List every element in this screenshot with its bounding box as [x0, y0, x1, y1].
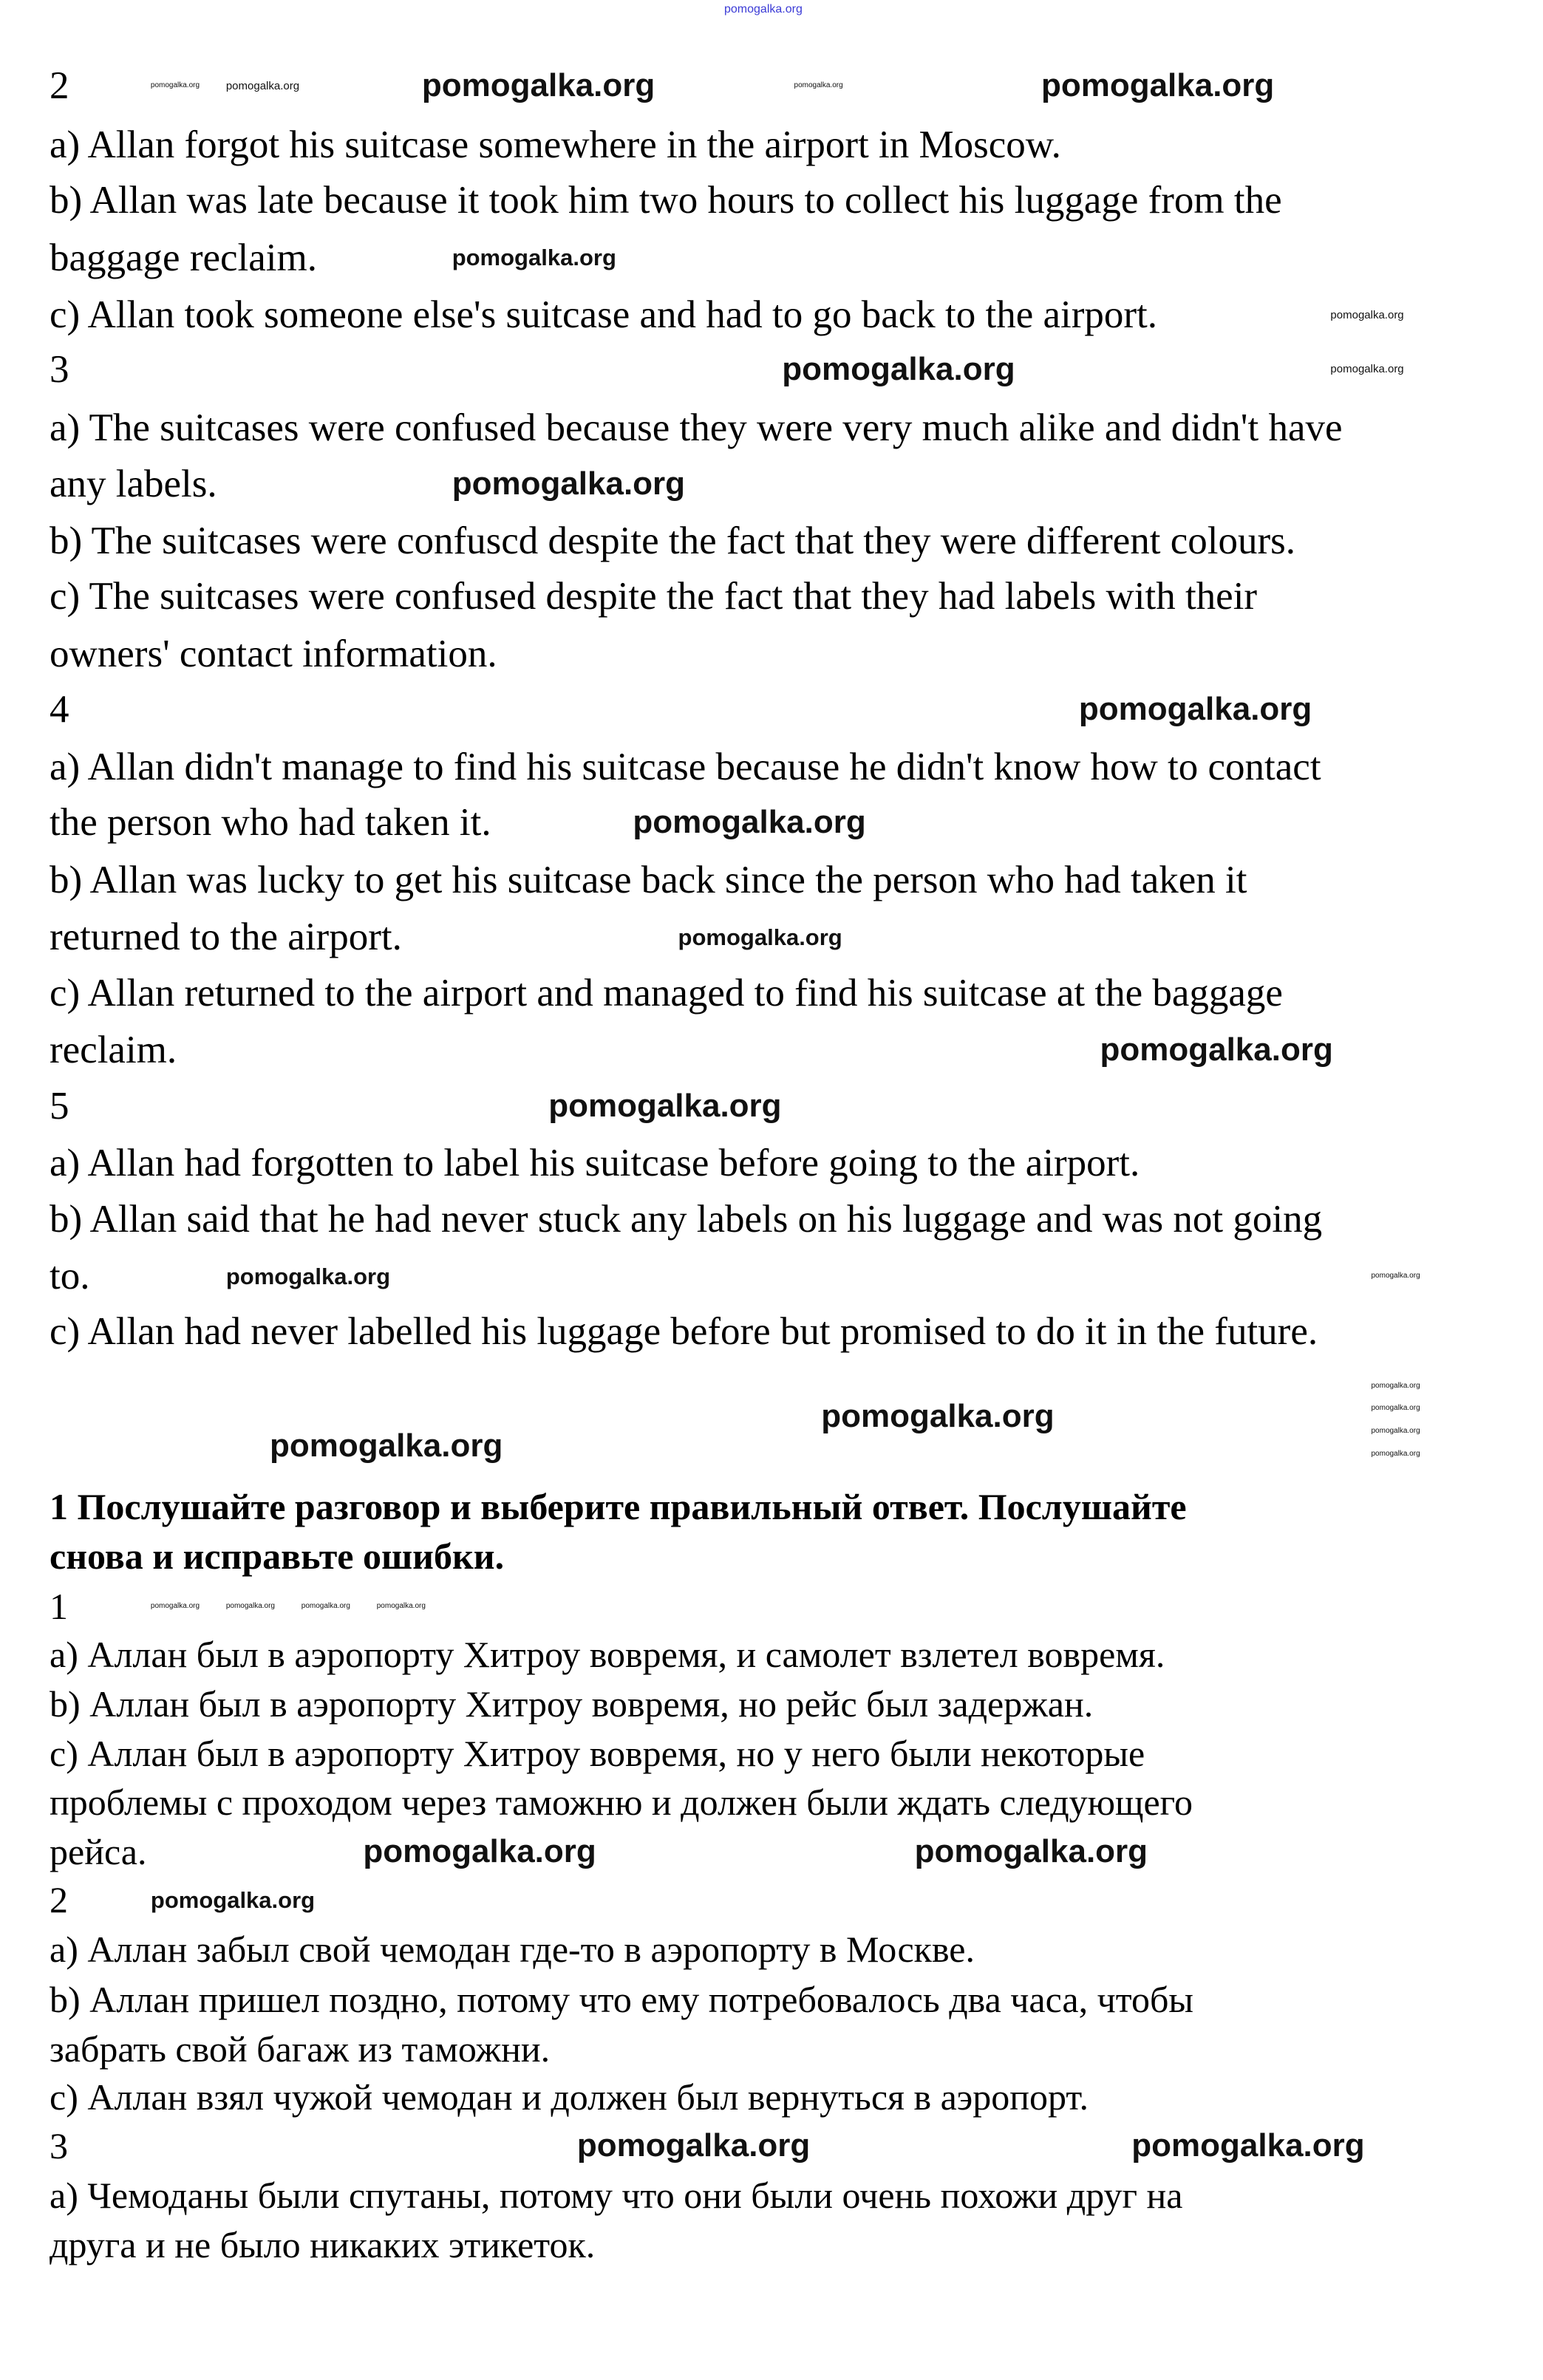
watermark: pomogalka.org: [1371, 1381, 1420, 1390]
question-number: 2: [50, 64, 69, 108]
watermark: pomogalka.org: [548, 1087, 782, 1124]
answer-line: b) Аллан был в аэропорту Хитроу вовремя, но рейс был задержан.: [50, 1683, 1094, 1725]
task-heading: снова и исправьте ошибки.: [50, 1535, 505, 1578]
watermark: pomogalka.org: [150, 1886, 316, 1913]
answer-line: c) Allan took someone else's suitcase and had to go back to the airport.: [50, 293, 1158, 337]
watermark: pomogalka.org: [452, 465, 686, 502]
answer-line: c) Аллан был в аэропорту Хитроу вовремя, но у него были некоторые: [50, 1733, 1145, 1775]
answer-line: a) Аллан забыл свой чемодан где-то в аэропорту в Москве.: [50, 1929, 975, 1971]
watermark: pomogalka.org: [301, 1601, 350, 1610]
answer-line: reclaim.: [50, 1029, 177, 1072]
answer-line: a) The suitcases were confused because they were very much alike and didn't have: [50, 406, 1343, 450]
question-number: 5: [50, 1084, 69, 1128]
answer-line: a) Allan had forgotten to label his suitcase before going to the airport.: [50, 1142, 1140, 1185]
watermark: pomogalka.org: [1330, 363, 1404, 376]
question-number: 3: [50, 2124, 68, 2166]
answer-line: the person who had taken it.: [50, 801, 491, 845]
answer-line: any labels.: [50, 462, 217, 505]
answer-line: проблемы с проходом через таможню и должен были ждать следующего: [50, 1781, 1193, 1823]
answer-line: a) Аллан был в аэропорту Хитроу вовремя, и самолет взлетел вовремя.: [50, 1633, 1165, 1675]
watermark: pomogalka.org: [225, 1601, 275, 1610]
answer-line: c) Allan returned to the airport and managed to find his suitcase at the baggage: [50, 971, 1283, 1015]
watermark: pomogalka.org: [452, 245, 616, 271]
watermark: pomogalka.org: [1371, 1272, 1420, 1281]
watermark: pomogalka.org: [363, 1832, 596, 1869]
answer-line: returned to the airport.: [50, 915, 402, 959]
watermark: pomogalka.org: [1131, 2127, 1365, 2164]
answer-line: c) The suitcases were confused despite the fact that they had labels with their: [50, 575, 1258, 618]
watermark: pomogalka.org: [782, 350, 1015, 387]
answer-line: to.: [50, 1255, 90, 1298]
answer-line: b) The suitcases were confuscd despite the fact that they were different colours.: [50, 519, 1296, 562]
watermark: pomogalka.org: [225, 1263, 391, 1289]
watermark: pomogalka.org: [225, 79, 300, 92]
question-number: 1: [50, 1585, 68, 1627]
question-number: 4: [50, 688, 69, 732]
watermark: pomogalka.org: [1371, 1449, 1420, 1458]
watermark: pomogalka.org: [376, 1601, 426, 1610]
answer-line: baggage reclaim.: [50, 236, 317, 279]
watermark: pomogalka.org: [576, 2127, 811, 2164]
answer-line: a) Allan didn't manage to find his suitcase because he didn't know how to contact: [50, 745, 1321, 788]
answer-line: b) Allan was lucky to get his suitcase back since the person who had taken it: [50, 858, 1247, 901]
answer-line: b) Аллан пришел поздно, потому что ему потребовалось два часа, чтобы: [50, 1978, 1193, 2020]
question-number: 2: [50, 1879, 68, 1921]
answer-line: забрать свой багаж из таможни.: [50, 2028, 551, 2070]
watermark: pomogalka.org: [794, 81, 843, 90]
answer-line: друга и не было никаких этикеток.: [50, 2224, 596, 2266]
watermark: pomogalka.org: [821, 1397, 1055, 1434]
watermark: pomogalka.org: [1371, 1427, 1420, 1436]
watermark: pomogalka.org: [1371, 1404, 1420, 1413]
answer-line: a) Allan forgot his suitcase somewhere in the airport in Moscow.: [50, 123, 1061, 166]
top-watermark: pomogalka.org: [724, 3, 803, 16]
answer-line: c) Аллан взял чужой чемодан и должен был вернуться в аэропорт.: [50, 2076, 1089, 2118]
watermark: pomogalka.org: [150, 1601, 200, 1610]
answer-line: b) Allan was late because it took him two hours to collect his luggage from the: [50, 179, 1282, 222]
question-number: 3: [50, 347, 69, 391]
answer-line: рейса.: [50, 1830, 147, 1872]
watermark: pomogalka.org: [678, 924, 842, 950]
watermark: pomogalka.org: [1040, 67, 1275, 104]
watermark: pomogalka.org: [269, 1428, 503, 1465]
answer-line: owners' contact information.: [50, 632, 497, 675]
answer-line: a) Чемоданы были спутаны, потому что они были очень похожи друг на: [50, 2174, 1183, 2216]
watermark: pomogalka.org: [914, 1832, 1148, 1869]
watermark: pomogalka.org: [1100, 1032, 1333, 1068]
watermark: pomogalka.org: [1330, 308, 1404, 321]
answer-line: c) Allan had never labelled his luggage before but promised to do it in the future.: [50, 1310, 1318, 1354]
watermark: pomogalka.org: [1078, 691, 1312, 728]
answer-line: b) Allan said that he had never stuck any labels on his luggage and was not going: [50, 1197, 1323, 1241]
watermark: pomogalka.org: [150, 81, 200, 90]
watermark: pomogalka.org: [633, 804, 866, 841]
task-heading: 1 Послушайте разговор и выберите правильный ответ. Послушайте: [50, 1486, 1187, 1527]
watermark: pomogalka.org: [421, 67, 655, 104]
